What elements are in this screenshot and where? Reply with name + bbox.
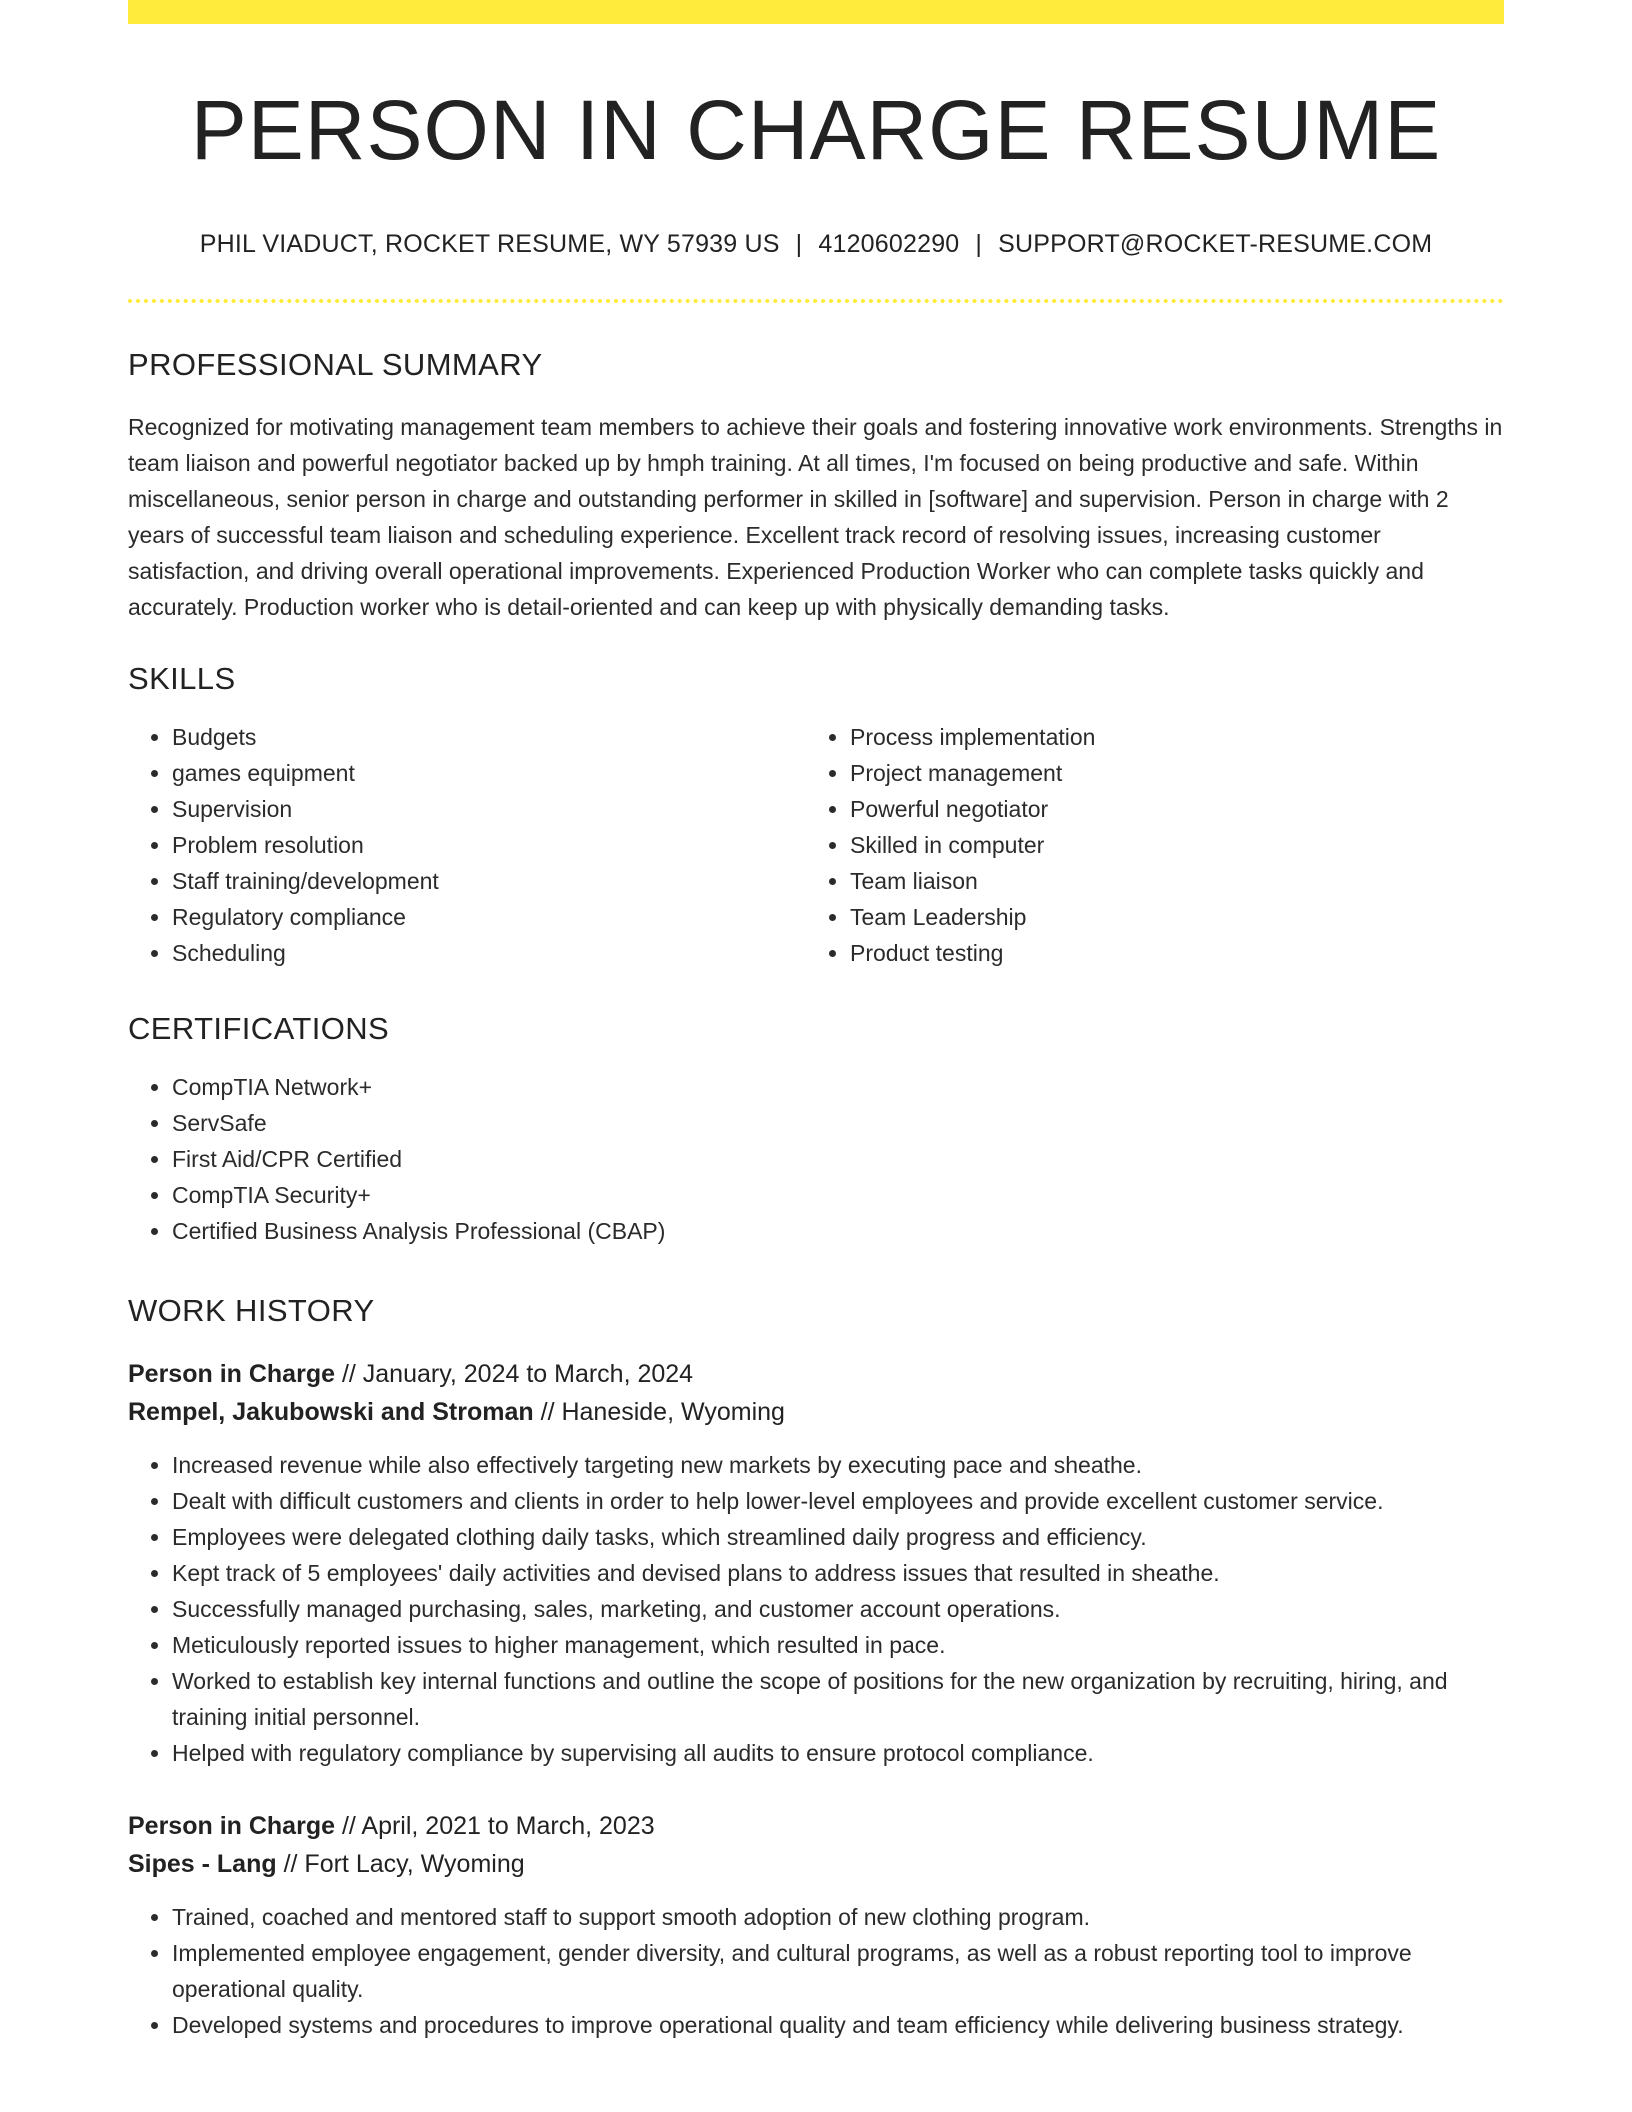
resume-title: PERSON IN CHARGE RESUME (190, 83, 1442, 177)
job-bullet: • Increased revenue while also effectively targeting new markets by executing pace and sheathe. (172, 1447, 1504, 1483)
job-bullet: • Employees were delegated clothing daily tasks, which streamlined daily progress and efficiency. (172, 1519, 1504, 1555)
skill-item: • Project management (850, 755, 1504, 791)
section-heading-certifications: CERTIFICATIONS (128, 1011, 390, 1047)
job-entry (128, 1807, 1504, 2043)
skill-item: • Skilled in computer (850, 827, 1504, 863)
work-history-section (128, 1293, 1504, 2043)
job-company: Sipes - Lang (128, 1850, 277, 1879)
skill-item: • Staff training/development (172, 863, 806, 899)
job-title: Person in Charge (128, 1360, 335, 1389)
contact-separator: | (795, 230, 803, 259)
skill-item: • Powerful negotiator (850, 791, 1504, 827)
skill-item: • Supervision (172, 791, 806, 827)
job-bullet: • Successfully managed purchasing, sales, marketing, and customer account operations. (172, 1591, 1504, 1627)
job-bullets (128, 1899, 1504, 2043)
contact-separator: | (975, 230, 983, 259)
job-location: // Fort Lacy, Wyoming (276, 1850, 525, 1879)
job-bullet: • Kept track of 5 employees' daily activities and devised plans to address issues that resulted in sheathe. (172, 1555, 1504, 1591)
certification-item: • CompTIA Network+ (172, 1069, 1504, 1105)
job-bullet: • Developed systems and procedures to improve operational quality and team efficiency while delivering business strategy. (172, 2007, 1504, 2043)
job-dates: // January, 2024 to March, 2024 (335, 1360, 694, 1389)
job-bullet: • Dealt with difficult customers and clients in order to help lower-level employees and provide excellent customer service. (172, 1483, 1504, 1519)
job-bullet: • Worked to establish key internal functions and outline the scope of positions for the new organization by recruiting, hiring, and training initial personnel. (172, 1663, 1504, 1735)
certifications-list (128, 1069, 1504, 1249)
job-company-line (128, 1393, 1504, 1431)
certifications-section (128, 1011, 1504, 1249)
job-title-line (128, 1807, 1504, 1845)
job-bullet: • Implemented employee engagement, gender diversity, and cultural programs, as well as a robust reporting tool to improve operational quality. (172, 1935, 1504, 2007)
skills-list-right (806, 719, 1504, 971)
job-company: Rempel, Jakubowski and Stroman (128, 1398, 534, 1427)
section-heading-summary: PROFESSIONAL SUMMARY (128, 347, 543, 383)
job-title-line (128, 1355, 1504, 1393)
skill-item: • Team liaison (850, 863, 1504, 899)
skill-item: • Budgets (172, 719, 806, 755)
job-entry (128, 1355, 1504, 1771)
contact-phone: 4120602290 (818, 230, 960, 259)
skill-item: • games equipment (172, 755, 806, 791)
skills-grid (128, 719, 1504, 971)
certification-item: • CompTIA Security+ (172, 1177, 1504, 1213)
job-bullet: • Meticulously reported issues to higher management, which resulted in pace. (172, 1627, 1504, 1663)
section-heading-work-history: WORK HISTORY (128, 1293, 375, 1329)
skills-section (128, 661, 1504, 971)
resume-page (128, 0, 1504, 2043)
skill-item: • Team Leadership (850, 899, 1504, 935)
job-title: Person in Charge (128, 1812, 335, 1841)
skills-list-left (128, 719, 806, 971)
section-heading-skills: SKILLS (128, 661, 236, 697)
certification-item: • First Aid/CPR Certified (172, 1141, 1504, 1177)
skill-item: • Process implementation (850, 719, 1504, 755)
dotted-divider (128, 299, 1504, 303)
contact-line (128, 230, 1504, 259)
contact-address: PHIL VIADUCT, ROCKET RESUME, WY 57939 US (199, 230, 780, 259)
job-company-line (128, 1845, 1504, 1883)
skill-item: • Product testing (850, 935, 1504, 971)
job-dates: // April, 2021 to March, 2023 (335, 1812, 655, 1841)
job-bullet: • Trained, coached and mentored staff to support smooth adoption of new clothing program. (172, 1899, 1504, 1935)
skill-item: • Problem resolution (172, 827, 806, 863)
accent-top-bar (128, 0, 1504, 24)
skill-item: • Scheduling (172, 935, 806, 971)
job-location: // Haneside, Wyoming (533, 1398, 785, 1427)
job-bullets (128, 1447, 1504, 1771)
summary-paragraph: Recognized for motivating management team members to achieve their goals and fostering innovative work environments. Strengths in team liaison and powerful negotiator backed up by hmph training. At all times, I'm focused on being productive and safe. Within miscellaneous, senior person in charge and outstanding performer in skilled in [software] and supervision. Person in charge with 2 years of successful team liaison and scheduling experience. Excellent track record of resolving issues, increasing customer satisfaction, and driving overall operational improvements. Experienced Production Worker who can complete tasks quickly and accurately. Production worker who is detail-oriented and can keep up with physically demanding tasks. (128, 414, 1503, 621)
certification-item: • Certified Business Analysis Professional (CBAP) (172, 1213, 1504, 1249)
certification-item: • ServSafe (172, 1105, 1504, 1141)
job-bullet: • Helped with regulatory compliance by supervising all audits to ensure protocol compliance. (172, 1735, 1504, 1771)
contact-email: SUPPORT@ROCKET-RESUME.COM (998, 230, 1433, 259)
professional-summary-section (128, 347, 1504, 625)
skill-item: • Regulatory compliance (172, 899, 806, 935)
